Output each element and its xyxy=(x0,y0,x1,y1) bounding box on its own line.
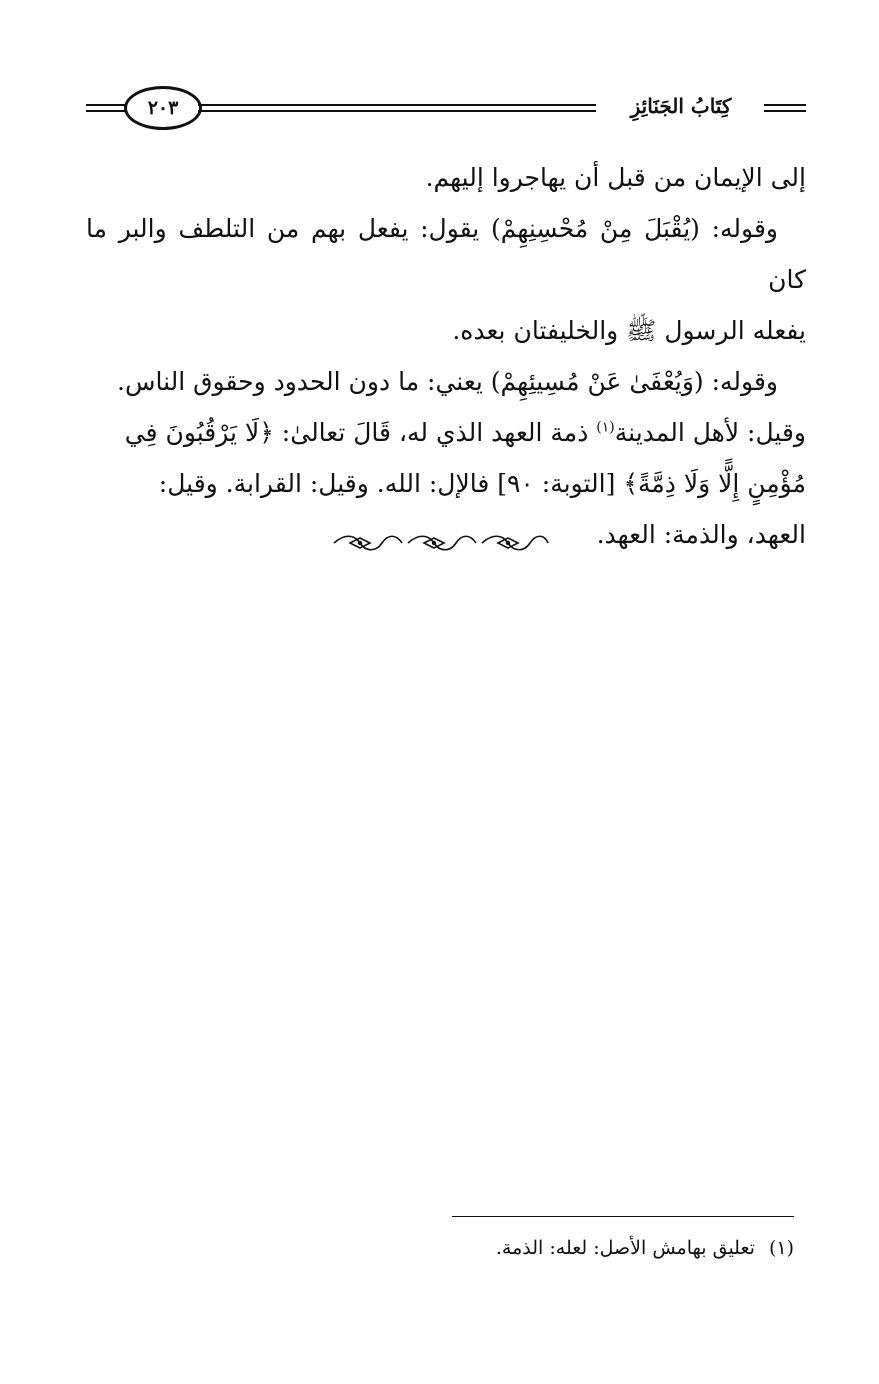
text-line: وقوله: (وَيُعْفَىٰ عَنْ مُسِيئِهِمْ) يعني: ما دون الحدود وحقوق الناس. xyxy=(117,367,778,396)
text-line xyxy=(86,407,806,458)
running-title: كِتَابُ الجَنَائِزِ xyxy=(630,94,732,118)
page-number: ٢٠٣ xyxy=(147,97,179,119)
page-number-badge xyxy=(124,86,202,130)
footnote-text: تعليق بهامش الأصل: لعله: الذمة. xyxy=(495,1237,755,1259)
footnote-number: (١) xyxy=(768,1237,794,1259)
header-rule-center xyxy=(198,104,596,112)
footnote xyxy=(300,1232,794,1264)
running-header xyxy=(86,84,806,134)
text-line: العهد، والذمة: العهد. xyxy=(596,520,806,549)
text-line: مُؤْمِنٍ إِلًّا وَلَا ذِمَّةً﴾ [التوبة: ٩٠] فالإل: الله. وقيل: القرابة. وقيل: xyxy=(158,469,806,498)
text-line: وقوله: (يُقْبَلَ مِنْ مُحْسِنِهِمْ) يقول: يفعل بهم من التلطف والبر ما كان xyxy=(86,214,806,294)
text-segment: ذمة العهد الذي له، قَالَ تعالىٰ: ﴿لَا يَرْقُبُونَ فِي xyxy=(124,418,597,447)
text-line: يفعله الرسول ﷺ والخليفتان بعده. xyxy=(452,316,806,345)
section-ornament-icon xyxy=(330,532,552,554)
header-rule-left xyxy=(86,104,126,112)
footnote-separator xyxy=(452,1216,794,1217)
text-line: إلى الإيمان من قبل أن يهاجروا إليهم. xyxy=(425,163,806,192)
footnote-reference[interactable]: (١) xyxy=(596,419,615,436)
main-text xyxy=(86,152,806,560)
text-segment: وقيل: لأهل المدينة xyxy=(614,418,806,447)
header-rule-right xyxy=(764,104,806,112)
